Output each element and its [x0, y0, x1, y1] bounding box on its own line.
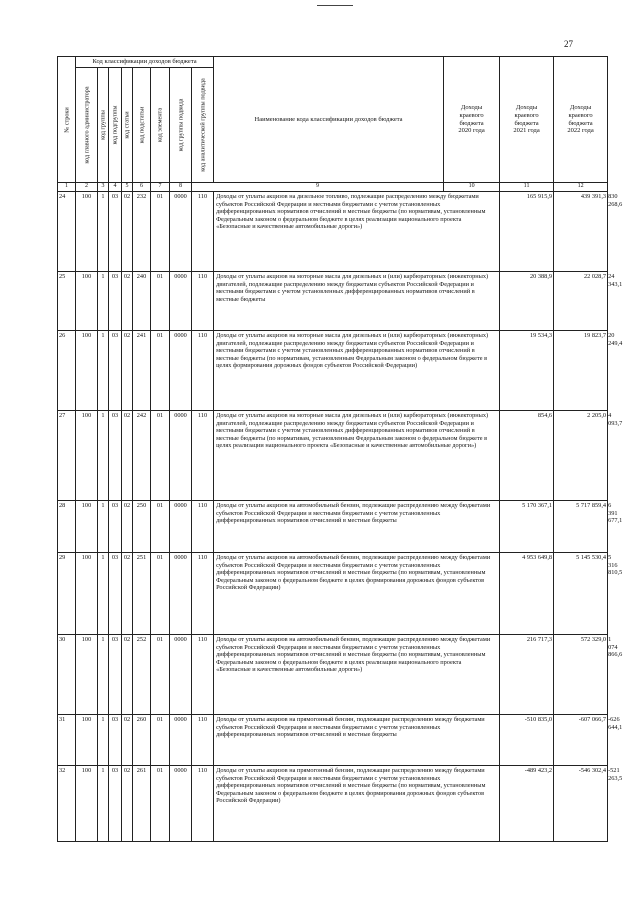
code-cell: 0000 — [170, 635, 192, 715]
code-cell: 0000 — [170, 192, 192, 272]
code-cell: 100 — [76, 715, 98, 766]
code-cell: 1 — [98, 766, 109, 842]
code-cell: 232 — [133, 192, 151, 272]
code-cell: 0000 — [170, 331, 192, 411]
code-cell: 100 — [76, 272, 98, 331]
code-cell: 1 — [98, 272, 109, 331]
code-cell: 02 — [122, 272, 133, 331]
code-cell: 0000 — [170, 766, 192, 842]
row-number: 27 — [58, 411, 76, 501]
code-cell: 03 — [109, 715, 122, 766]
code-cell: 1 — [98, 192, 109, 272]
header-class-col-3: код подгруппы — [109, 68, 122, 183]
row-number: 28 — [58, 501, 76, 553]
value-2021: -607 066,7 — [554, 715, 608, 766]
table-row: 28 100 1 03 02 250 01 0000 110 Доходы от уплаты акцизов на автомобильный бензин, подлежащие распределению между бюджетами субъектов Российской Федерации и местными бюджетами с учетом установленных дифференцированных нормативов отчислений в местные бюджеты 5 170 367,1 5 717 859,4 6 391 677,1 — [58, 501, 608, 553]
column-number: 8 — [170, 183, 192, 192]
code-cell: 100 — [76, 192, 98, 272]
row-name: Доходы от уплаты акцизов на моторные масла для дизельных и (или) карбюраторных (инжекторных) двигателей, подлежащие распределению между бюджетами субъектов Российской Федерации и местными бюджетами с учетом установленных дифференцированных нормативов отчислений в местные бюджеты (по нормативам, установленным Федеральным законом о федеральном бюджете в целях формирования дорожных фондов субъектов Российской Федерации) — [214, 331, 500, 411]
code-cell: 100 — [76, 331, 98, 411]
code-cell: 241 — [133, 331, 151, 411]
code-cell: 110 — [192, 635, 214, 715]
code-cell: 261 — [133, 766, 151, 842]
code-cell: 03 — [109, 272, 122, 331]
code-cell: 01 — [151, 715, 170, 766]
code-cell: 0000 — [170, 501, 192, 553]
value-2021: 5 145 530,4 — [554, 553, 608, 635]
header-class-col-4: код статьи — [122, 68, 133, 183]
header-class-col-6: код элемента — [151, 68, 170, 183]
value-2020: 854,6 — [500, 411, 554, 501]
code-cell: 0000 — [170, 553, 192, 635]
code-cell: 03 — [109, 411, 122, 501]
table-row: 25 100 1 03 02 240 01 0000 110 Доходы от уплаты акцизов на моторные масла для дизельных и (или) карбюраторных (инжекторных) двигателей, подлежащие распределению между бюджетами субъектов Российской Федерации и местными бюджетами с учетом установленных дифференцированных нормативов отчислений в местные бюджеты 20 388,9 22 028,7 24 343,1 — [58, 272, 608, 331]
code-cell: 250 — [133, 501, 151, 553]
value-2020: 216 717,3 — [500, 635, 554, 715]
value-2020: -489 423,2 — [500, 766, 554, 842]
value-2021: 439 391,3 — [554, 192, 608, 272]
code-cell: 240 — [133, 272, 151, 331]
code-cell: 110 — [192, 766, 214, 842]
code-cell: 02 — [122, 192, 133, 272]
value-2021: 2 205,0 — [554, 411, 608, 501]
header-income-2020: Доходы краевого бюджета 2020 года — [444, 57, 500, 183]
column-number: 10 — [444, 183, 500, 192]
value-2020: 5 170 367,1 — [500, 501, 554, 553]
code-cell: 110 — [192, 715, 214, 766]
header-class-col-1: код главного администратора — [76, 68, 98, 183]
code-cell: 110 — [192, 192, 214, 272]
header-income-2021: Доходы краевого бюджета 2021 года — [500, 57, 554, 183]
code-cell: 01 — [151, 553, 170, 635]
value-2020: 4 953 649,8 — [500, 553, 554, 635]
table-row: 27 100 1 03 02 242 01 0000 110 Доходы от уплаты акцизов на моторные масла для дизельных и (или) карбюраторных (инжекторных) двигателей, подлежащие распределению между бюджетами субъектов Российской Федерации и местными бюджетами с учетом установленных дифференцированных нормативов отчислений в местные бюджеты (по нормативам, установленным Федеральным законом о федеральном бюджете в целях реализации национального проекта «Безопасные и качественные автомобильные дороги») 854,6 2 205,0 4 093,7 — [58, 411, 608, 501]
column-number: 4 — [109, 183, 122, 192]
row-name: Доходы от уплаты акцизов на моторные масла для дизельных и (или) карбюраторных (инжекторных) двигателей, подлежащие распределению между бюджетами субъектов Российской Федерации и местными бюджетами с учетом установленных дифференцированных нормативов отчислений в местные бюджеты (по нормативам, установленным Федеральным законом о федеральном бюджете в целях реализации национального проекта «Безопасные и качественные автомобильные дороги») — [214, 411, 500, 501]
value-2021: 19 823,7 — [554, 331, 608, 411]
code-cell: 0000 — [170, 715, 192, 766]
code-cell: 03 — [109, 501, 122, 553]
header-class-col-7: код группы подвида — [170, 68, 192, 183]
row-number: 24 — [58, 192, 76, 272]
table-row: 24 100 1 03 02 232 01 0000 110 Доходы от уплаты акцизов на дизельное топливо, подлежащие распределению между бюджетами субъектов Российской Федерации и местными бюджетами с учетом установленных дифференцированных нормативов отчислений в местные бюджеты (по нормативам, установленным Федеральным законом о федеральном бюджете в целях реализации национального проекта «Безопасные и качественные автомобильные дороги») 165 915,9 439 391,3 830 268,6 — [58, 192, 608, 272]
code-cell: 110 — [192, 411, 214, 501]
code-cell: 03 — [109, 192, 122, 272]
code-cell: 03 — [109, 331, 122, 411]
code-cell: 100 — [76, 411, 98, 501]
value-2020: -510 835,0 — [500, 715, 554, 766]
code-cell: 242 — [133, 411, 151, 501]
row-name: Доходы от уплаты акцизов на прямогонный бензин, подлежащие распределению между бюджетами субъектов Российской Федерации и местными бюджетами с учетом установленных дифференцированных нормативов отчислений в местные бюджеты — [214, 715, 500, 766]
code-cell: 0000 — [170, 411, 192, 501]
page-number: 27 — [564, 39, 573, 49]
column-number: 11 — [500, 183, 554, 192]
code-cell: 01 — [151, 411, 170, 501]
value-2021: 5 717 859,4 — [554, 501, 608, 553]
code-cell: 100 — [76, 635, 98, 715]
row-number: 31 — [58, 715, 76, 766]
top-rule — [317, 5, 353, 6]
code-cell: 1 — [98, 553, 109, 635]
row-name: Доходы от уплаты акцизов на дизельное топливо, подлежащие распределению между бюджетами субъектов Российской Федерации и местными бюджетами с учетом установленных дифференцированных нормативов отчислений в местные бюджеты (по нормативам, установленным Федеральным законом о федеральном бюджете в целях реализации национального проекта «Безопасные и качественные автомобильные дороги») — [214, 192, 500, 272]
column-number: 9 — [192, 183, 444, 192]
code-cell: 1 — [98, 411, 109, 501]
row-number: 29 — [58, 553, 76, 635]
code-cell: 251 — [133, 553, 151, 635]
code-cell: 02 — [122, 635, 133, 715]
code-cell: 03 — [109, 635, 122, 715]
code-cell: 110 — [192, 501, 214, 553]
header-income-2022: Доходы краевого бюджета 2022 года — [554, 57, 608, 183]
row-number: 26 — [58, 331, 76, 411]
code-cell: 01 — [151, 766, 170, 842]
header-class-col-5: код подстатьи — [133, 68, 151, 183]
code-cell: 1 — [98, 635, 109, 715]
table-row: 29 100 1 03 02 251 01 0000 110 Доходы от уплаты акцизов на автомобильный бензин, подлежащие распределению между бюджетами субъектов Российской Федерации и местными бюджетами с учетом установленных дифференцированных нормативов отчислений в местные бюджеты (по нормативам, установленным Федеральным законом о федеральном бюджете в целях формирования дорожных фондов субъектов Российской Федерации) 4 953 649,8 5 145 530,4 5 316 810,5 — [58, 553, 608, 635]
row-number: 25 — [58, 272, 76, 331]
code-cell: 02 — [122, 331, 133, 411]
header-name: Наименование кода классификации доходов бюджета — [214, 57, 444, 183]
code-cell: 252 — [133, 635, 151, 715]
row-name: Доходы от уплаты акцизов на автомобильный бензин, подлежащие распределению между бюджетами субъектов Российской Федерации и местными бюджетами с учетом установленных дифференцированных нормативов отчислений в местные бюджеты (по нормативам, установленным Федеральным законом о федеральном бюджете в целях формирования дорожных фондов субъектов Российской Федерации) — [214, 553, 500, 635]
value-2020: 19 534,3 — [500, 331, 554, 411]
income-classification-table — [57, 56, 623, 842]
table-row: 31 100 1 03 02 260 01 0000 110 Доходы от уплаты акцизов на прямогонный бензин, подлежащие распределению между бюджетами субъектов Российской Федерации и местными бюджетами с учетом установленных дифференцированных нормативов отчислений в местные бюджеты -510 835,0 -607 066,7 -626 644,1 — [58, 715, 608, 766]
row-number: 32 — [58, 766, 76, 842]
code-cell: 0000 — [170, 272, 192, 331]
header-row-number: № строки — [58, 57, 76, 183]
code-cell: 01 — [151, 272, 170, 331]
code-cell: 110 — [192, 553, 214, 635]
row-name: Доходы от уплаты акцизов на моторные масла для дизельных и (или) карбюраторных (инжекторных) двигателей, подлежащие распределению между бюджетами субъектов Российской Федерации и местными бюджетами с учетом установленных дифференцированных нормативов отчислений в местные бюджеты — [214, 272, 500, 331]
code-cell: 110 — [192, 272, 214, 331]
code-cell: 01 — [151, 501, 170, 553]
code-cell: 01 — [151, 635, 170, 715]
header-class-col-2: код группы — [98, 68, 109, 183]
code-cell: 02 — [122, 766, 133, 842]
code-cell: 100 — [76, 553, 98, 635]
code-cell: 1 — [98, 501, 109, 553]
column-number: 6 — [133, 183, 151, 192]
row-name: Доходы от уплаты акцизов на автомобильный бензин, подлежащие распределению между бюджетами субъектов Российской Федерации и местными бюджетами с учетом установленных дифференцированных нормативов отчислений в местные бюджеты — [214, 501, 500, 553]
row-name: Доходы от уплаты акцизов на прямогонный бензин, подлежащие распределению между бюджетами субъектов Российской Федерации и местными бюджетами с учетом установленных дифференцированных нормативов отчислений в местные бюджеты (по нормативам, установленным Федеральным законом о федеральном бюджете в целях формирования дорожных фондов субъектов Российской Федерации) — [214, 766, 500, 842]
column-number: 1 — [58, 183, 76, 192]
code-cell: 100 — [76, 766, 98, 842]
column-number: 7 — [151, 183, 170, 192]
value-2020: 20 388,9 — [500, 272, 554, 331]
code-cell: 02 — [122, 553, 133, 635]
code-cell: 02 — [122, 715, 133, 766]
row-name: Доходы от уплаты акцизов на автомобильный бензин, подлежащие распределению между бюджетами субъектов Российской Федерации и местными бюджетами с учетом установленных дифференцированных нормативов отчислений в местные бюджеты (по нормативам, установленным Федеральным законом о федеральном бюджете в целях реализации национального проекта «Безопасные и качественные автомобильные дороги») — [214, 635, 500, 715]
header-class-col-8: код аналитической группы подвида — [192, 68, 214, 183]
header-classification-group: Код классификации доходов бюджета — [76, 57, 214, 68]
table-row: 32 100 1 03 02 261 01 0000 110 Доходы от уплаты акцизов на прямогонный бензин, подлежащие распределению между бюджетами субъектов Российской Федерации и местными бюджетами с учетом установленных дифференцированных нормативов отчислений в местные бюджеты (по нормативам, установленным Федеральным законом о федеральном бюджете в целях формирования дорожных фондов субъектов Российской Федерации) -489 423,2 -546 302,4 -521 263,5 — [58, 766, 608, 842]
table-row: 26 100 1 03 02 241 01 0000 110 Доходы от уплаты акцизов на моторные масла для дизельных и (или) карбюраторных (инжекторных) двигателей, подлежащие распределению между бюджетами субъектов Российской Федерации и местными бюджетами с учетом установленных дифференцированных нормативов отчислений в местные бюджеты (по нормативам, установленным Федеральным законом о федеральном бюджете в целях формирования дорожных фондов субъектов Российской Федерации) 19 534,3 19 823,7 20 249,4 — [58, 331, 608, 411]
code-cell: 260 — [133, 715, 151, 766]
code-cell: 01 — [151, 331, 170, 411]
column-number: 2 — [76, 183, 98, 192]
value-2021: -546 302,4 — [554, 766, 608, 842]
code-cell: 1 — [98, 331, 109, 411]
code-cell: 01 — [151, 192, 170, 272]
code-cell: 02 — [122, 411, 133, 501]
code-cell: 02 — [122, 501, 133, 553]
code-cell: 1 — [98, 715, 109, 766]
table-row: 30 100 1 03 02 252 01 0000 110 Доходы от уплаты акцизов на автомобильный бензин, подлежащие распределению между бюджетами субъектов Российской Федерации и местными бюджетами с учетом установленных дифференцированных нормативов отчислений в местные бюджеты (по нормативам, установленным Федеральным законом о федеральном бюджете в целях реализации национального проекта «Безопасные и качественные автомобильные дороги») 216 717,3 572 329,0 1 074 866,6 — [58, 635, 608, 715]
column-number: 3 — [98, 183, 109, 192]
column-number: 5 — [122, 183, 133, 192]
code-cell: 100 — [76, 501, 98, 553]
row-number: 30 — [58, 635, 76, 715]
value-2020: 165 915,9 — [500, 192, 554, 272]
value-2021: 22 028,7 — [554, 272, 608, 331]
code-cell: 110 — [192, 331, 214, 411]
code-cell: 03 — [109, 553, 122, 635]
column-number: 12 — [554, 183, 608, 192]
code-cell: 03 — [109, 766, 122, 842]
value-2021: 572 329,0 — [554, 635, 608, 715]
